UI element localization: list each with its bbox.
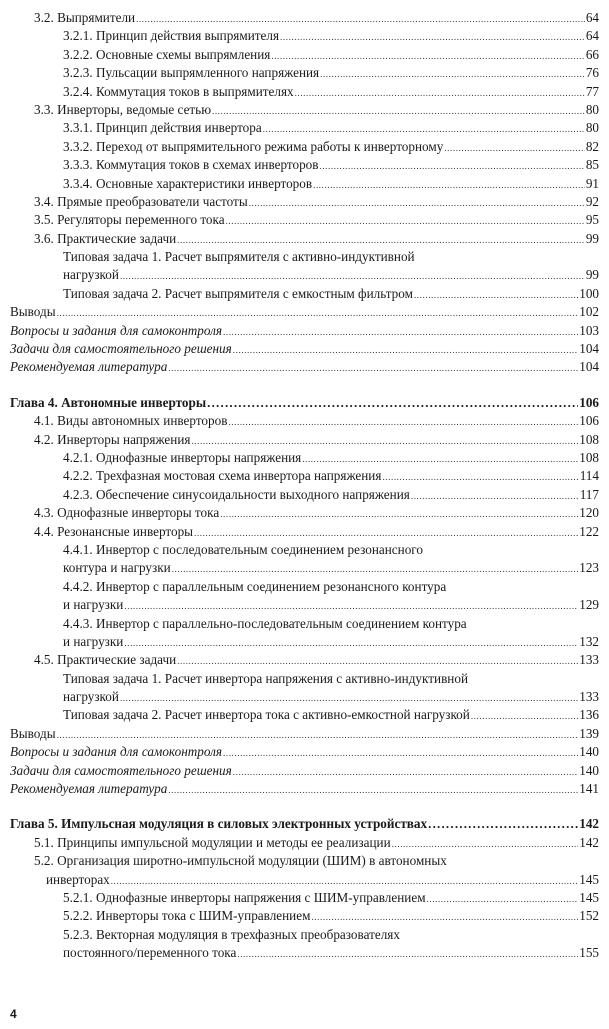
toc-page-number: 92 (585, 193, 599, 209)
toc-entry[interactable] (10, 46, 599, 64)
dot-leader (320, 69, 585, 79)
toc-entry[interactable] (10, 834, 599, 852)
toc-page-number: 77 (585, 83, 599, 99)
toc-entry-title: Выводы (10, 304, 56, 320)
dot-leader (177, 656, 578, 666)
toc-entry-title: нагрузкой (63, 267, 119, 283)
dot-leader (172, 564, 579, 574)
toc-page-number: 122 (579, 523, 599, 539)
toc-entry[interactable] (10, 559, 599, 577)
dot-leader (471, 711, 578, 721)
dot-leader (271, 51, 584, 61)
toc-page-number: 132 (579, 633, 599, 649)
toc-entry-title: Глава 5. Импульсная модуляция в силовых электронных устройствах (10, 816, 428, 832)
toc-entry[interactable] (10, 119, 599, 137)
toc-entry-title: Вопросы и задания для самоконтроля (10, 744, 222, 760)
toc-entry-title: Вопросы и задания для самоконтроля (10, 322, 222, 338)
toc-entry[interactable] (10, 633, 599, 651)
toc-entry-title: 3.3.4. Основные характеристики инверторов (63, 175, 313, 191)
dot-leader (263, 124, 585, 134)
toc-entry-title: Задачи для самостоятельного решения (10, 762, 232, 778)
toc-entry[interactable] (10, 504, 599, 522)
toc-entry-title: 4.2.1. Однофазные инверторы напряжения (63, 449, 302, 465)
toc-page-number: 108 (579, 449, 599, 465)
dot-leader (414, 290, 578, 300)
toc-entry[interactable] (10, 431, 599, 449)
dot-leader (57, 308, 579, 318)
toc-page-number: 133 (579, 652, 599, 668)
toc-entry-title: 5.2.3. Векторная модуляция в трехфазных преобразователях (63, 926, 400, 942)
toc-entry-title: 3.5. Регуляторы переменного тока (34, 212, 225, 228)
toc-entry[interactable] (10, 944, 599, 962)
toc-entry[interactable] (10, 412, 599, 430)
dot-leader (111, 876, 578, 886)
toc-entry-title: 3.3.3. Коммутация токов в схемах инверторов (63, 157, 319, 173)
toc-entry-title: 4.2.3. Обеспечение синусоидальности выходного напряжения (63, 486, 410, 502)
toc-entry[interactable] (10, 706, 599, 724)
toc-page-number: 80 (585, 120, 599, 136)
toc-page-number: 103 (579, 322, 599, 338)
toc-page-number: 66 (585, 46, 599, 62)
dot-leader (212, 106, 585, 116)
dot-leader (411, 491, 579, 501)
toc-page-number: 141 (579, 781, 599, 797)
dot-leader (120, 693, 578, 703)
toc-page-number: 64 (585, 28, 599, 44)
dot-leader (228, 417, 578, 427)
toc-page-number: 142 (579, 834, 599, 850)
toc-page-number: 104 (579, 359, 599, 375)
toc-page-number: 85 (585, 157, 599, 173)
toc-page-number: 76 (585, 65, 599, 81)
toc-entry[interactable] (10, 780, 599, 798)
table-of-contents (10, 9, 599, 963)
dot-leader (136, 14, 585, 24)
toc-entry[interactable] (10, 486, 599, 504)
toc-entry-line (10, 541, 599, 559)
toc-entry-title: 4.2. Инверторы напряжения (34, 431, 191, 447)
toc-chapter[interactable] (10, 815, 599, 833)
section-gap (10, 798, 599, 815)
toc-entry-title: 3.4. Прямые преобразователи частоты (34, 193, 248, 209)
dot-leader (427, 894, 579, 904)
toc-entry-title: 5.2.1. Однофазные инверторы напряжения с ШИМ-управлением (63, 889, 426, 905)
toc-entry-line (10, 615, 599, 633)
toc-entry[interactable] (10, 871, 599, 889)
dot-leader (191, 436, 578, 446)
toc-entry[interactable] (10, 83, 599, 101)
toc-page-number: 133 (579, 689, 599, 705)
toc-entry[interactable] (10, 523, 599, 541)
toc-entry-title: Типовая задача 1. Расчет инвертора напряжения с активно-индуктивной (63, 670, 469, 686)
toc-entry[interactable] (10, 467, 599, 485)
dot-leader (313, 180, 585, 190)
dot-leader (220, 509, 578, 519)
toc-entry[interactable] (10, 303, 599, 321)
dot-leader (226, 216, 585, 226)
toc-page-number: 155 (579, 945, 599, 961)
toc-entry-title: и нагрузки (63, 597, 124, 613)
toc-page-number: 136 (579, 707, 599, 723)
dot-leader (120, 271, 585, 281)
toc-entry[interactable] (10, 27, 599, 45)
dot-leader (57, 730, 579, 740)
toc-entry-title: Задачи для самостоятельного решения (10, 341, 232, 357)
toc-entry[interactable] (10, 725, 599, 743)
toc-page-number: 114 (579, 468, 599, 484)
dot-leader (280, 32, 585, 42)
toc-page-number: 106 (579, 394, 599, 410)
toc-entry[interactable] (10, 743, 599, 761)
dot-leader (233, 767, 578, 777)
toc-page-number: 145 (579, 889, 599, 905)
toc-entry[interactable] (10, 322, 599, 340)
dot-leader (311, 912, 578, 922)
toc-entry[interactable] (10, 358, 599, 376)
toc-page-number: 123 (579, 560, 599, 576)
toc-entry[interactable] (10, 211, 599, 229)
toc-entry-title: 5.2. Организация широтно-импульсной модуляции (ШИМ) в автономных (34, 853, 447, 869)
toc-entry-title: нагрузкой (63, 689, 119, 705)
toc-entry[interactable] (10, 193, 599, 211)
toc-page-number: 140 (579, 744, 599, 760)
toc-entry[interactable] (10, 340, 599, 358)
toc-entry-title: Рекомендуемая литература (10, 359, 168, 375)
toc-entry-title: 4.1. Виды автономных инверторов (34, 413, 228, 429)
toc-entry-title: Типовая задача 2. Расчет инвертора тока с активно-емкостной нагрузкой (63, 707, 470, 723)
toc-page-number: 152 (579, 908, 599, 924)
dot-leader (194, 528, 578, 538)
toc-entry-title: инверторах (46, 871, 110, 887)
toc-page-number: 108 (579, 431, 599, 447)
toc-page-number: 102 (579, 304, 599, 320)
toc-page-number: 129 (579, 597, 599, 613)
toc-page-number: 117 (579, 486, 599, 502)
dot-leader (233, 345, 578, 355)
toc-chapter[interactable] (10, 394, 599, 412)
section-gap (10, 377, 599, 394)
dot-leader (177, 235, 585, 245)
toc-entry-line (10, 852, 599, 870)
dot-leader (207, 398, 578, 408)
dot-leader (249, 198, 585, 208)
toc-entry-line (10, 578, 599, 596)
toc-page-number: 80 (585, 101, 599, 117)
toc-entry-title: 3.2.3. Пульсации выпрямленного напряжения (63, 65, 320, 81)
toc-page-number: 99 (585, 230, 599, 246)
toc-page-number: 145 (579, 871, 599, 887)
dot-leader (295, 88, 585, 98)
toc-entry-title: Типовая задача 2. Расчет выпрямителя с емкостным фильтром (63, 285, 413, 301)
toc-entry-title: 4.3. Однофазные инверторы тока (34, 505, 220, 521)
toc-entry-title: Рекомендуемая литература (10, 781, 168, 797)
toc-entry-title: Глава 4. Автономные инверторы (10, 394, 207, 410)
toc-page-number: 142 (579, 816, 599, 832)
dot-leader (428, 819, 578, 829)
dot-leader (223, 748, 578, 758)
toc-entry-title: 4.5. Практические задачи (34, 652, 177, 668)
toc-entry-title: 3.2.4. Коммутация токов в выпрямителях (63, 83, 294, 99)
toc-entry[interactable] (10, 156, 599, 174)
toc-entry[interactable] (10, 230, 599, 248)
toc-entry-title: Типовая задача 1. Расчет выпрямителя с активно-индуктивной (63, 249, 415, 265)
toc-entry-title: 3.3. Инверторы, ведомые сетью (34, 101, 212, 117)
toc-entry-title: 4.4.3. Инвертор с параллельно-последовательным соединением контура (63, 615, 467, 631)
toc-entry-line (10, 248, 599, 266)
toc-entry[interactable] (10, 64, 599, 82)
toc-page-number: 95 (585, 212, 599, 228)
dot-leader (124, 638, 578, 648)
dot-leader (168, 363, 578, 373)
toc-entry-line (10, 926, 599, 944)
toc-entry[interactable] (10, 907, 599, 925)
toc-entry[interactable] (10, 688, 599, 706)
toc-entry-title: 3.3.1. Принцип действия инвертора (63, 120, 262, 136)
toc-page-number: 64 (585, 10, 599, 25)
toc-entry-title: 3.2. Выпрямители (34, 10, 136, 25)
toc-entry[interactable] (10, 762, 599, 780)
toc-entry-title: 4.4.1. Инвертор с последовательным соединением резонансного (63, 541, 423, 557)
toc-entry[interactable] (10, 596, 599, 614)
dot-leader (444, 143, 584, 153)
toc-entry-title: и нагрузки (63, 633, 124, 649)
toc-page-number: 139 (579, 725, 599, 741)
toc-entry[interactable] (10, 101, 599, 119)
dot-leader (302, 454, 578, 464)
toc-page-number: 82 (585, 138, 599, 154)
toc-entry[interactable] (10, 449, 599, 467)
toc-entry[interactable] (10, 9, 599, 27)
dot-leader (237, 949, 578, 959)
toc-entry-title: контура и нагрузки (63, 560, 171, 576)
toc-entry[interactable] (10, 285, 599, 303)
toc-page-number: 91 (585, 175, 599, 191)
toc-entry-title: 3.2.1. Принцип действия выпрямителя (63, 28, 280, 44)
dot-leader (223, 327, 578, 337)
toc-page-number: 100 (579, 285, 599, 301)
toc-entry-title: постоянного/переменного тока (63, 945, 237, 961)
dot-leader (382, 472, 578, 482)
toc-entry[interactable] (10, 651, 599, 669)
dot-leader (319, 161, 584, 171)
toc-page-number: 104 (579, 341, 599, 357)
toc-entry-title: 4.4. Резонансные инверторы (34, 523, 194, 539)
dot-leader (124, 601, 578, 611)
toc-entry[interactable] (10, 889, 599, 907)
toc-entry[interactable] (10, 175, 599, 193)
toc-page-number: 140 (579, 762, 599, 778)
dot-leader (168, 785, 578, 795)
page-number: 4 (10, 1007, 17, 1021)
toc-entry-title: 5.2.2. Инверторы тока с ШИМ-управлением (63, 908, 311, 924)
toc-entry-title: 4.2.2. Трехфазная мостовая схема инвертора напряжения (63, 468, 382, 484)
toc-entry-title: 4.4.2. Инвертор с параллельным соединением резонансного контура (63, 578, 447, 594)
toc-page-number: 120 (579, 505, 599, 521)
toc-entry-title: 3.6. Практические задачи (34, 230, 177, 246)
toc-entry-title: 3.3.2. Переход от выпрямительного режима работы к инверторному (63, 138, 444, 154)
toc-page-number: 99 (585, 267, 599, 283)
dot-leader (392, 839, 579, 849)
toc-page-number: 106 (579, 413, 599, 429)
toc-entry-title: Выводы (10, 725, 56, 741)
toc-entry[interactable] (10, 138, 599, 156)
toc-entry-title: 3.2.2. Основные схемы выпрямления (63, 46, 271, 62)
toc-entry-title: 5.1. Принципы импульсной модуляции и методы ее реализации (34, 834, 391, 850)
toc-entry-line (10, 670, 599, 688)
toc-entry[interactable] (10, 266, 599, 284)
